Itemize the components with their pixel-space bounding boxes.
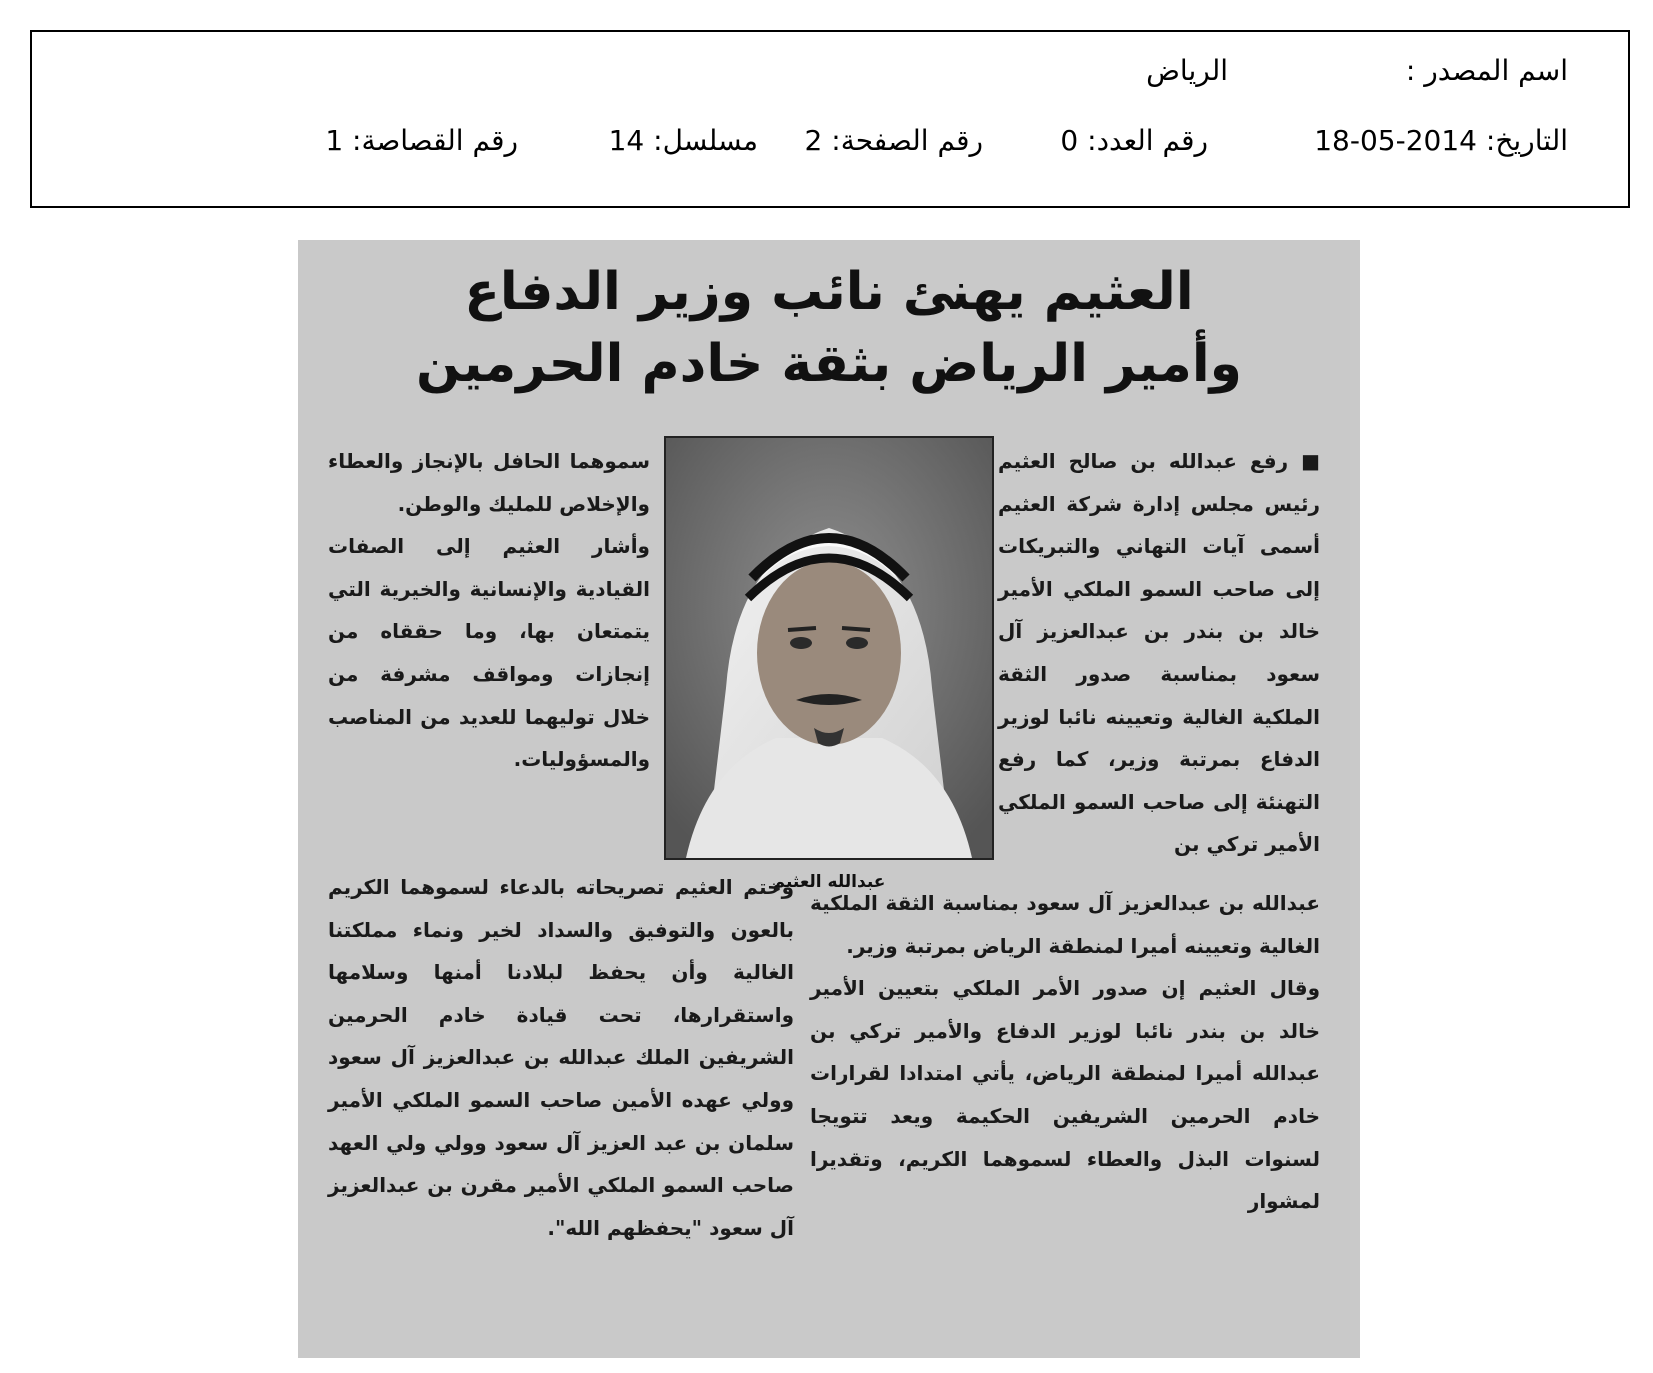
page-number: رقم الصفحة: 2 xyxy=(804,124,983,157)
source-label: اسم المصدر : xyxy=(1405,54,1568,87)
issue-number: رقم العدد: 0 xyxy=(1060,124,1208,157)
middle-column-paragraph-1: عبدالله بن عبدالعزيز آل سعود بمناسبة الثقة الملكية الغالية وتعيينه أميرا لمنطقة الرياض بمرتبة وزير. xyxy=(810,891,1320,958)
left-column-paragraph-1: سموهما الحافل بالإنجاز والعطاء والإخلاص للمليك والوطن. xyxy=(328,449,650,516)
metadata-box xyxy=(30,30,1630,208)
portrait-photo xyxy=(664,436,994,860)
date-field: التاريخ: 2014-05-18 xyxy=(1314,124,1568,157)
left-column xyxy=(328,440,650,781)
serial-number: مسلسل: 14 xyxy=(608,124,758,157)
left-column-continued xyxy=(328,866,794,1249)
right-column-text: ■ رفع عبدالله بن صالح العثيم رئيس مجلس إدارة شركة العثيم أسمى آيات التهاني والتبريكات إلى صاحب السمو الملكي الأمير خالد بن بندر بن عبدالعزيز آل سعود بمناسبة صدور الثقة الملكية الغالية وتعيينه نائبا لوزير الدفاع بمرتبة وزير، كما رفع التهنئة إلى صاحب السمو الملكي الأمير تركي بن xyxy=(998,449,1320,857)
portrait-illustration xyxy=(666,438,992,858)
photo-caption: عبدالله العثيم xyxy=(772,872,886,892)
left-column-paragraph-3: وختم العثيم تصريحاته بالدعاء لسموهما الكريم بالعون والتوفيق والسداد لخير ونماء مملكتنا الغالية وأن يحفظ لبلادنا أمنها وسلامها واستقرارها، تحت قيادة خادم الحرمين الشريفين الملك عبدالله بن عبدالعزيز آل سعود وولي عهده الأمين صاحب السمو الملكي الأمير سلمان بن عبد العزيز آل سعود وولي ولي العهد صاحب السمو الملكي الأمير مقرن بن عبدالعزيز آل سعود "يحفظهم الله". xyxy=(328,875,794,1240)
headline-line-2: وأمير الرياض بثقة خادم الحرمين xyxy=(416,334,1242,394)
source-value: الرياض xyxy=(1146,54,1228,87)
middle-column-paragraph-2: وقال العثيم إن صدور الأمر الملكي بتعيين الأمير خالد بن بندر نائبا لوزير الدفاع والأمير تركي بن عبدالله أميرا لمنطقة الرياض، يأتي امتدادا لقرارات خادم الحرمين الشريفين الحكيمة ويعد تتويجا لسنوات البذل والعطاء لسموهما الكريم، وتقديرا لمشوار xyxy=(810,976,1320,1214)
middle-column xyxy=(810,882,1320,1223)
left-column-paragraph-2: وأشار العثيم إلى الصفات القيادية والإنسانية والخيرية التي يتمتعان بها، وما حققاه من إنجازات ومواقف مشرفة من خلال توليهما للعديد من المناصب والمسؤوليات. xyxy=(328,534,650,772)
headline-line-1: العثيم يهنئ نائب وزير الدفاع xyxy=(464,262,1194,322)
right-column xyxy=(998,440,1320,866)
clip-number: رقم القصاصة: 1 xyxy=(325,124,518,157)
newspaper-clipping xyxy=(298,240,1360,1358)
